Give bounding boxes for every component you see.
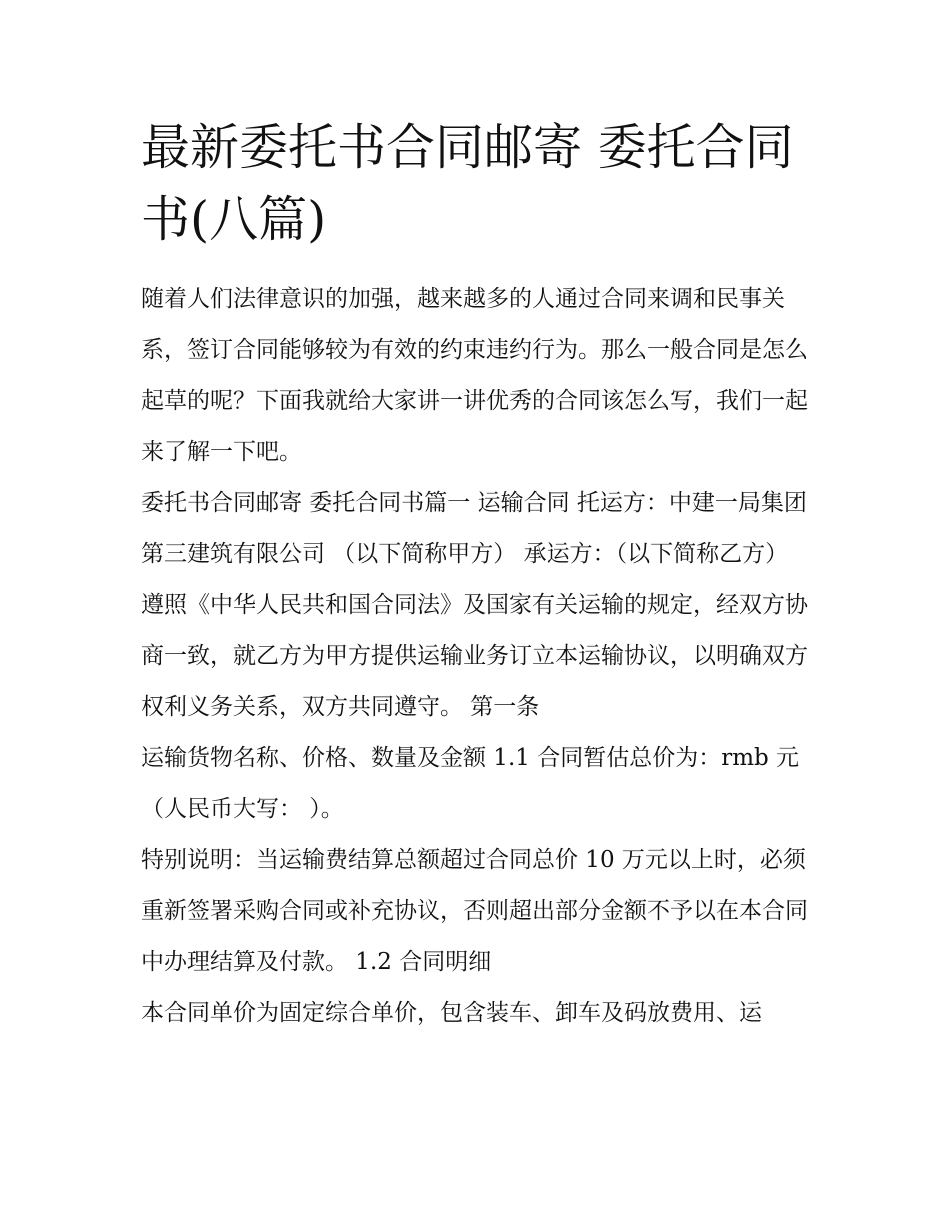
paragraph-legal-basis: 遵照《中华人民共和国合同法》及国家有关运输的规定，经双方协商一致，就乙方为甲方提供运输业务订立本运输协议，以明确双方权利义务关系，双方共同遵守。 第一条	[141, 592, 808, 720]
document-title: 最新委托书合同邮寄 委托合同书(八篇)	[141, 119, 794, 248]
paragraph-special-note: 特别说明：当运输费结算总额超过合同总价 10 万元以上时，必须重新签署采购合同或补充协议，否则超出部分金额不予以在本合同中办理结算及付款。 1.2 合同明细	[141, 847, 808, 975]
paragraph-unit-price: 本合同单价为固定综合单价，包含装车、卸车及码放费用、运	[141, 1000, 762, 1026]
paragraph-contract-parties: 委托书合同邮寄 委托合同书篇一 运输合同 托运方：中建一局集团第三建筑有限公司 （以下简称甲方） 承运方：（以下简称乙方）	[141, 490, 807, 567]
document-body	[141, 112, 816, 1039]
paragraph-goods-price: 运输货物名称、价格、数量及金额 1.1 合同暂估总价为：rmb 元（人民币大写： ）。	[141, 745, 800, 822]
paragraph-intro: 随着人们法律意识的加强，越来越多的人通过合同来调和民事关系，签订合同能够较为有效的约束违约行为。那么一般合同是怎么起草的呢？下面我就给大家讲一讲优秀的合同该怎么写，我们一起来了解一下吧。	[141, 286, 808, 465]
